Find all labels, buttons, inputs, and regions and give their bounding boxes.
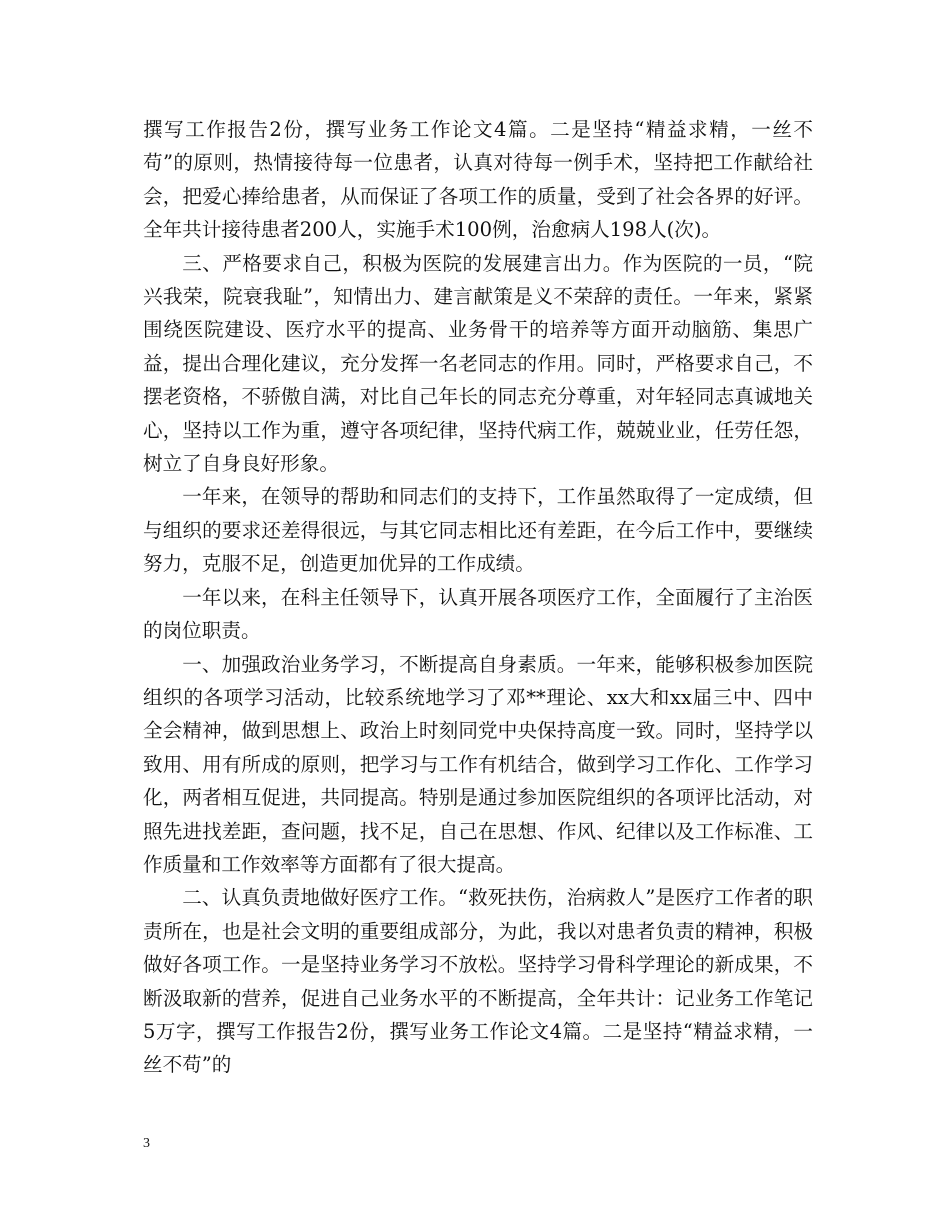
paragraph-3: 一年来，在领导的帮助和同志们的支持下，工作虽然取得了一定成绩，但与组织的要求还差得很远，与其它同志相比还有差距，在今后工作中，要继续努力，克服不足，创造更加优异的工作成绩。 bbox=[143, 485, 813, 576]
document-body bbox=[143, 113, 813, 1082]
paragraph-5: 一、加强政治业务学习，不断提高自身素质。一年来，能够积极参加医院组织的各项学习活动，比较系统地学习了邓**理论、xx大和xx届三中、四中全会精神，做到思想上、政治上时刻同党中央保持高度一致。同时，坚持学以致用、用有所成的原则，把学习与工作有机结合，做到学习工作化、工作学习化，两者相互促进，共同提高。特别是通过参加医院组织的各项评比活动，对照先进找差距，查问题，找不足，自己在思想、作风、纪律以及工作标准、工作质量和工作效率等方面都有了很大提高。 bbox=[143, 652, 813, 876]
page-number: 3 bbox=[143, 1136, 150, 1151]
paragraph-2: 三、严格要求自己，积极为医院的发展建言出力。作为医院的一员，“院兴我荣，院衰我耻”，知情出力、建言献策是义不荣辞的责任。一年来，紧紧围绕医院建设、医疗水平的提高、业务骨干的培养等方面开动脑筋、集思广益，提出合理化建议，充分发挥一名老同志的作用。同时，严格要求自己，不摆老资格，不骄傲自满，对比自己年长的同志充分尊重，对年轻同志真诚地关心，坚持以工作为重，遵守各项纪律，坚持代病工作，兢兢业业，任劳任怨，树立了自身良好形象。 bbox=[143, 251, 813, 476]
paragraph-1: 撰写工作报告2份，撰写业务工作论文4篇。二是坚持“精益求精，一丝不苟”的原则，热情接待每一位患者，认真对待每一例手术，坚持把工作献给社会，把爱心捧给患者，从而保证了各项工作的质量，受到了社会各界的好评。全年共计接待患者200人，实施手术100例，治愈病人198人(次)。 bbox=[143, 118, 813, 242]
paragraph-4: 一年以来，在科主任领导下，认真开展各项医疗工作，全面履行了主治医的岗位职责。 bbox=[143, 585, 813, 643]
paragraph-6: 二、认真负责地做好医疗工作。“救死扶伤，治病救人”是医疗工作者的职责所在，也是社会文明的重要组成部分，为此，我以对患者负责的精神，积极做好各项工作。一是坚持业务学习不放松。坚持学习骨科学理论的新成果，不断汲取新的营养，促进自己业务水平的不断提高，全年共计：记业务工作笔记5万字，撰写工作报告2份，撰写业务工作论文4篇。二是坚持“精益求精，一丝不苟”的 bbox=[143, 886, 813, 1077]
